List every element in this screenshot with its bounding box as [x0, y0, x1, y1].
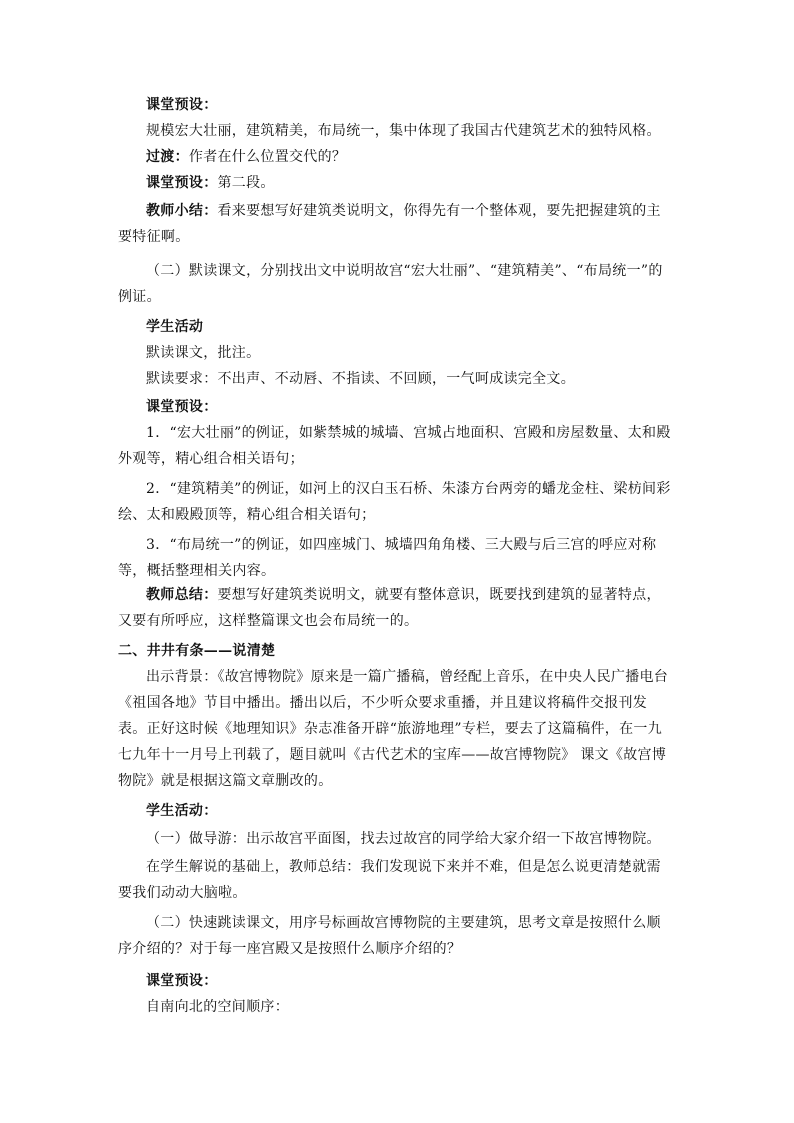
label: 课堂预设：: [146, 175, 218, 191]
text: 自南向北的空间顺序：: [146, 999, 289, 1015]
paragraph-preset-heading-2: [118, 394, 674, 420]
paragraph-silent-reading-task: [118, 258, 674, 310]
label: 课堂预设：: [146, 973, 218, 989]
text: 默读要求：不出声、不动唇、不指读、不回顾，一气呵成读完全文。: [146, 371, 575, 387]
paragraph-teacher-conclusion: [118, 582, 674, 634]
text: 规模宏大壮丽，建筑精美，布局统一，集中体现了我国古代建筑艺术的独特风格。: [146, 123, 661, 139]
text: 在学生解说的基础上，教师总结：我们发现说下来并不难，但是怎么说更清楚就需要我们动动大脑啦。: [118, 859, 661, 901]
label: 教师小结：: [146, 203, 218, 219]
text: 要想写好建筑类说明文，就要有整体意识，既要找到建筑的显著特点，又要有所呼应，这样整篇课文也会布局统一的。: [118, 587, 661, 629]
label: 学生活动: [146, 319, 204, 335]
paragraph-feature-summary: [118, 118, 674, 144]
paragraph-preset-heading-3: [118, 968, 674, 994]
label: 学生活动：: [146, 803, 218, 819]
paragraph-spatial-order: [118, 994, 674, 1020]
paragraph-student-activity-heading-2: [118, 798, 674, 824]
paragraph-read-annotate: [118, 340, 674, 366]
text: 作者在什么位置交代的？: [188, 149, 347, 165]
text: 2．“建筑精美”的例证，如河上的汉白玉石桥、朱漆方台两旁的蟠龙金柱、梁枋间彩绘、太和殿殿顶等，精心组合相关语句；: [118, 481, 671, 523]
text: 出示背景：《故宫博物院》原来是一篇广播稿，曾经配上音乐，在中央人民广播电台《祖国各地》节目中播出。播出以后，不少听众要求重播，并且建议将稿件交报刊发表。正好这时候《地理知识》杂志准备开辟“旅游地理”专栏，要去了这篇稿件，在一九七九年十一月号上刊载了，题目就叫《古代艺术的宝库——故宫博物院》 课文《故宫博物院》就是根据这篇文章删改的。: [118, 669, 669, 789]
label: 课堂预设：: [146, 97, 218, 113]
list-item-grand: [118, 420, 674, 472]
paragraph-tour-guide: [118, 826, 674, 852]
paragraph-transition: [118, 144, 674, 170]
text: 看来要想写好建筑类说明文，你得先有一个整体观，要先把握建筑的主要特征啊。: [118, 203, 661, 245]
paragraph-teacher-note: [118, 854, 674, 906]
list-item-unified: [118, 532, 674, 584]
label: 过渡：: [146, 149, 189, 165]
text: （一）做导游：出示故宫平面图，找去过故宫的同学给大家介绍一下故宫博物院。: [146, 831, 661, 847]
text: 第二段。: [217, 175, 275, 191]
paragraph-teacher-summary: [118, 198, 674, 250]
label: 教师总结：: [146, 587, 218, 603]
label: 课堂预设：: [146, 399, 218, 415]
paragraph-reading-requirements: [118, 366, 674, 392]
section-heading-2: [118, 638, 674, 664]
paragraph-student-activity-heading: [118, 314, 674, 340]
list-item-exquisite: [118, 476, 674, 528]
text: 默读课文，批注。: [146, 345, 261, 361]
paragraph-background: [118, 664, 674, 794]
text: 1．“宏大壮丽”的例证，如紫禁城的城墙、宫城占地面积、宫殿和房屋数量、太和殿外观等，精心组合相关语句；: [118, 425, 671, 467]
paragraph-skim-task: [118, 910, 674, 962]
text: （二）快速跳读课文，用序号标画故宫博物院的主要建筑，思考文章是按照什么顺序介绍的？对于每一座宫殿又是按照什么顺序介绍的？: [118, 915, 661, 957]
text: 3．“布局统一”的例证，如四座城门、城墙四角角楼、三大殿与后三宫的呼应对称等，概括整理相关内容。: [118, 537, 657, 579]
paragraph-preset-answer: [118, 170, 674, 196]
heading: 二、井井有条——说清楚: [118, 643, 276, 659]
text: （二）默读课文，分别找出文中说明故宫“宏大壮丽”、“建筑精美”、“布局统一”的例证。: [118, 263, 663, 305]
paragraph-preset-heading: [118, 92, 674, 118]
